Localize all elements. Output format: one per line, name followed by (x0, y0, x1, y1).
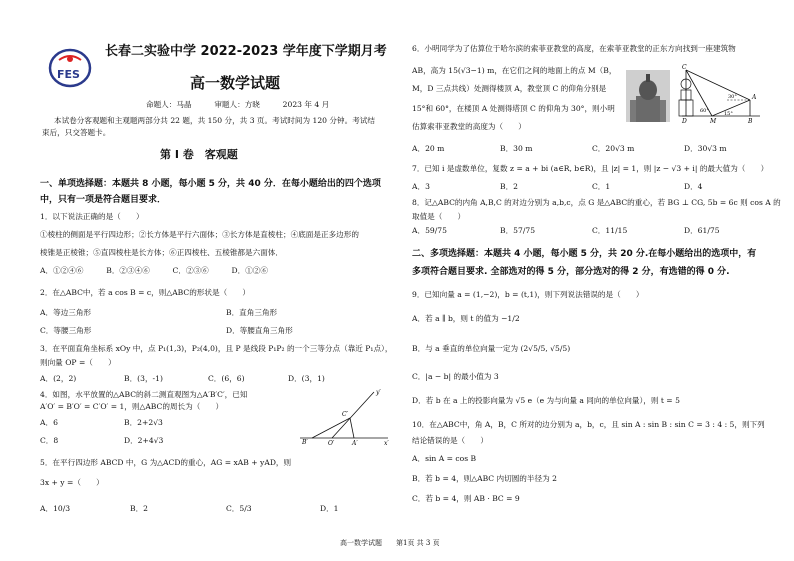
q6-label-d: D (682, 118, 687, 124)
q10-line-2: 结论错误的是（ ） (412, 436, 488, 445)
exam-title: 长春二实验中学 2022-2023 学年度下学期月考 (105, 44, 387, 59)
q4-figure (296, 384, 392, 446)
exam-meta: 命题人：马晶 审题人：方晓 2023 年 4 月 (146, 100, 330, 109)
instructions-line-2: 束后，只交答题卡。 (42, 128, 111, 137)
part1-title: 第 Ⅰ 卷 客观题 (160, 148, 238, 161)
section2-heading-line-1: 二、多项选择题：本题共 4 小题，每小题 5 分，共 20 分.在每小题给出的选项中，有 (412, 249, 757, 259)
q9-stem: 9．已知向量 a = (1,−2)，b = (t,1)，则下列说法错误的是（ ） (412, 290, 644, 299)
q3-option-c: C．(6，6) (208, 374, 245, 383)
section1-heading-line-1: 一、单项选择题：本题共 8 小题，每小题 5 分，共 40 分．在每小题给出的四个选项 (40, 179, 381, 189)
q7-line-1: 7．已知 i 是虚数单位，复数 z = a + bi (a∈R, b∈R)，且 |z| = 1，则 |z − √3 + i| 的最大值为（ ） (412, 164, 769, 173)
logo-lettering: FES (57, 68, 80, 81)
q6-figure (672, 64, 764, 124)
q2-option-b: B．直角三角形 (226, 308, 278, 317)
q7-option-a: A．3 (412, 182, 430, 191)
q4-label-o: O′ (328, 440, 335, 446)
q4-line-1: 4．如图，水平放置的△ABC的斜二测直观图为△A′B′C′，已知 (40, 390, 248, 399)
q1-line-2: 棱锥是正棱锥；⑤直四棱柱是长方体；⑥正四棱柱、五棱锥都是六面体． (40, 248, 283, 257)
q5-option-c: C．5/3 (226, 504, 252, 513)
q4-option-a: A．6 (40, 418, 58, 427)
q4-label-c: C′ (342, 411, 348, 418)
q5-option-d: D．1 (320, 504, 339, 513)
q3-option-a: A．(2，2) (40, 374, 77, 383)
q7-option-d: D．4 (684, 182, 703, 191)
q7-option-b: B．2 (500, 182, 519, 191)
q10-option-c: C．若 b = 4，则 AB · BC = 9 (412, 494, 520, 503)
q3-line-2: 则向量 OP =（ ） (40, 358, 116, 367)
q10-line-1: 10．在△ABC中，角 A，B，C 所对的边分别为 a，b，c，且 sin A : sin B : sin C = 3 : 4 : 5，则下列 (412, 420, 765, 429)
q4-line-2: A′O′ = B′O′ = C′O′ = 1，则△ABC的周长为（ ） (40, 402, 224, 411)
q8-option-b: B．57/75 (500, 226, 536, 235)
exam-subtitle: 高一数学试题 (190, 74, 281, 92)
q1-options: A．①②④⑥ B．②③④⑥ C．②③⑥ D．①②⑥ (40, 266, 268, 275)
q4-option-d: D．2+4√3 (124, 436, 164, 445)
q4-label-b: B′ (302, 439, 308, 446)
q4-label-y: y′ (376, 389, 381, 396)
q9-option-d: D．若 b 在 a 上的投影向量为 √5 e（e 为与向量 a 同向的单位向量），则 t = 5 (412, 396, 680, 405)
q4-option-b: B．2+2√3 (124, 418, 163, 427)
q9-option-c: C．|a − b| 的最小值为 3 (412, 372, 499, 381)
q2-option-d: D．等腰直角三角形 (226, 326, 293, 335)
q6-option-c: C．20√3 m (592, 144, 635, 153)
q8-line-1: 8．记△ABC的内角 A,B,C 的对边分别为 a,b,c，点 G 是△ABC的重心，若 BG ⊥ CG, 5b = 6c 则 cos A 的 (412, 198, 781, 207)
q6-line-4: 15°和 60°，在楼顶 A 处测得塔顶 C 的仰角为 30°，则小明 (412, 104, 615, 113)
q6-line-5: 估算索菲亚教堂的高度为（ ） (412, 122, 526, 131)
q2-option-a: A．等边三角形 (40, 308, 92, 317)
q10-option-a: A．sin A = cos B (412, 454, 477, 463)
school-logo (47, 46, 93, 90)
q6-line-3: M，D 三点共线）处测得楼顶 A，教堂顶 C 的仰角分别是 (412, 84, 607, 93)
q6-label-c: C (682, 64, 687, 71)
q9-option-a: A．若 a ∥ b，则 t 的值为 −1/2 (412, 314, 520, 323)
q3-line-1: 3．在平面直角坐标系 xOy 中，点 P₁(1,3)，P₂(4,0)，且 P 是线段 P₁P₂ 的一个三等分点（靠近 P₁点）， (40, 344, 393, 353)
q6-label-30: 30° (728, 94, 737, 100)
section1-heading-line-2: 中，只有一项是符合题目要求． (40, 195, 167, 205)
q8-line-2: 取值是（ ） (412, 212, 466, 221)
q8-option-a: A．59/75 (412, 226, 447, 235)
q4-label-x: x′ (384, 440, 389, 446)
q9-option-b: B．与 a 垂直的单位向量一定为 (2√5/5, √5/5) (412, 344, 571, 353)
q5-option-b: B．2 (130, 504, 149, 513)
q3-option-b: B．(3，-1) (124, 374, 163, 383)
q6-line-2: AB，高为 15(√3−1) m，在它们之间的地面上的点 M（B， (412, 66, 617, 75)
q8-option-d: D．61/75 (684, 226, 720, 235)
q6-line-1: 6．小明同学为了估算位于哈尔滨的索菲亚教堂的高度，在索菲亚教堂的正东方向找到一座建筑物 (412, 44, 736, 53)
q6-label-b: B (748, 118, 753, 124)
q6-option-a: A．20 m (412, 144, 445, 153)
instructions-line-1: 本试卷分客观题和主观题两部分共 22 题，共 150 分，共 3 页。考试时间为 120 分钟。考试结 (54, 116, 375, 125)
q6-option-d: D．30√3 m (684, 144, 727, 153)
q5-line-1: 5．在平行四边形 ABCD 中，G 为△ACD的重心，AG = xAB + yAD，则 (40, 458, 292, 467)
cathedral-photo (626, 70, 670, 122)
q4-option-c: C．8 (40, 436, 59, 445)
q4-label-a: A′ (352, 440, 358, 446)
q2-option-c: C．等腰三角形 (40, 326, 92, 335)
q5-line-2: 3x + y =（ ） (40, 478, 104, 487)
q6-label-m: M (710, 118, 717, 124)
page-footer: 高一数学试题 第1页 共 3 页 (340, 539, 440, 547)
q6-label-a: A (752, 94, 757, 101)
section2-heading-line-2: 多项符合题目要求. 全部选对的得 5 分，部分选对的得 2 分，有选错的得 0 分. (412, 267, 730, 277)
q6-option-b: B．30 m (500, 144, 533, 153)
q5-option-a: A．10/3 (40, 504, 71, 513)
q1-stem: 1．以下说法正确的是（ ） (40, 212, 144, 221)
q10-option-b: B．若 b = 4，则△ABC 内切圆的半径为 2 (412, 474, 557, 483)
q3-option-d: D．(3，1) (288, 374, 325, 383)
q2-stem: 2．在△ABC中，若 a cos B = c，则△ABC的形状是（ ） (40, 288, 250, 297)
q7-option-c: C．1 (592, 182, 611, 191)
q1-line-1: ①棱柱的侧面是平行四边形；②长方体是平行六面体；③长方体是直棱柱；④底面是正多边形的 (40, 230, 359, 239)
q6-label-60: 60° (700, 108, 709, 114)
q8-option-c: C．11/15 (592, 226, 628, 235)
q6-label-15: 15° (724, 111, 733, 117)
